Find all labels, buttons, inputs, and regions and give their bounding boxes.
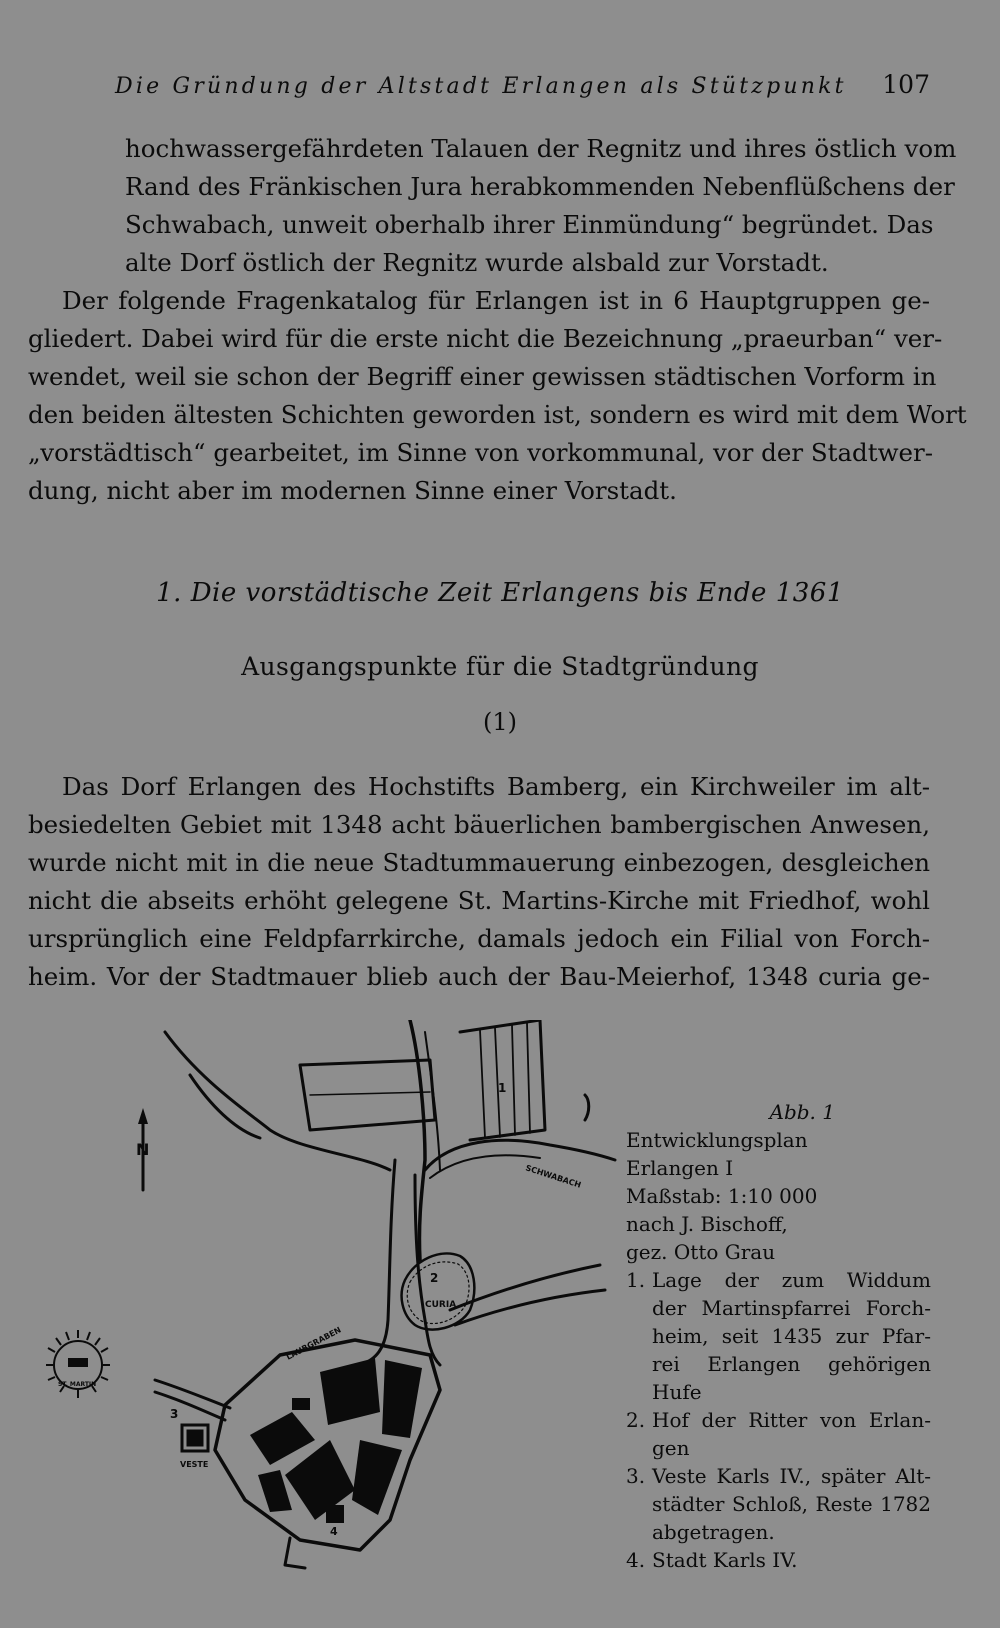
text-line: wurde nicht mit in die neue Stadtummauerung einbezogen, desgleichen [28,848,930,877]
section-number: (1) [483,708,517,736]
legend-item [626,1406,931,1462]
legend-text [652,1266,931,1406]
caption-line: Erlangen I [626,1156,734,1180]
road-south [360,1160,395,1365]
text-line: besiedelten Gebiet mit 1348 acht bäuerlichen bambergischen Anwesen, [28,810,930,839]
road-northwest [165,1032,390,1170]
label-curia: CURIA [425,1300,457,1310]
legend-line: der Martinspfarrei Forch- [652,1296,931,1320]
section-subheading: Ausgangspunkte für die Stadtgründung [241,652,759,681]
legend-item [626,1546,931,1574]
text-line: Rand des Fränkischen Jura herabkommenden Nebenflüßchens der [125,172,955,201]
label-veste: VESTE [180,1460,209,1469]
legend-text [652,1406,931,1462]
caption-title: Abb. 1 [769,1100,835,1124]
legend-line: rei Erlangen gehörigen [652,1352,931,1376]
text-line: hochwassergefährdeten Talauen der Regnitz und ihres östlich vom [125,134,957,163]
legend-item [626,1462,931,1546]
hufe-fields [460,1020,545,1140]
legend-line: Stadt Karls IV. [652,1548,798,1572]
label-3: 3 [170,1407,179,1421]
section-heading: 1. Die vorstädtische Zeit Erlangens bis Ende 1361 [156,578,844,608]
legend-line: Veste Karls IV., später Alt- [652,1464,931,1488]
text-line: den beiden ältesten Schichten geworden ist, sondern es wird mit dem Wort [28,400,967,429]
running-title: Die Gründung der Altstadt Erlangen als Stützpunkt [115,74,847,99]
text-line: Der folgende Fragenkatalog für Erlangen ist in 6 Hauptgruppen ge- [62,286,930,315]
veste-square [182,1425,208,1451]
legend-number: 2. [626,1408,646,1432]
figure-caption [626,1098,931,1574]
label-4: 4 [330,1525,338,1538]
text-line: gliedert. Dabei wird für die erste nicht die Bezeichnung „praeurban“ ver- [28,324,943,353]
caption-line: Maßstab: 1:10 000 [626,1184,818,1208]
north-arrow-head [138,1108,148,1124]
legend-line: heim, seit 1435 zur Pfar- [652,1324,931,1348]
paragraph-2 [28,282,967,510]
label-schwabach: SCHWABACH [524,1163,583,1190]
caption-line: gez. Otto Grau [626,1240,776,1264]
page-number: 107 [882,70,930,99]
label-laubgraben: LAUBGRABEN [284,1325,343,1362]
label-st-martin: ST. MARTIN [58,1381,97,1388]
text-line: Schwabach, unweit oberhalb ihrer Einmündung“ begründet. Das [125,210,934,239]
legend-line: abgetragen. [652,1520,775,1544]
text-line: „vorstädtisch“ gearbeitet, im Sinne von vorkommunal, vor der Stadtwer- [28,438,934,467]
caption-line: Entwicklungsplan [626,1128,808,1152]
text-line: heim. Vor der Stadtmauer blieb auch der Bau-Meierhof, 1348 curia ge- [28,962,930,991]
text-line: Das Dorf Erlangen des Hochstifts Bamberg, ein Kirchweiler im alt- [62,772,930,801]
text-line: alte Dorf östlich der Regnitz wurde alsbald zur Vorstadt. [125,248,829,277]
label-2: 2 [430,1271,439,1285]
text-line: ursprünglich eine Feldpfarrkirche, damals jedoch ein Filial von Forch- [28,924,930,953]
text-line: wendet, weil sie schon der Begriff einer gewissen städtischen Vorform in [28,362,937,391]
label-1: 1 [498,1081,507,1095]
paragraph-1 [125,130,957,282]
legend-item [626,1266,931,1406]
legend-line: Lage der zum Widdum [652,1268,931,1292]
paragraph-3 [28,768,930,996]
legend-number: 4. [626,1548,646,1572]
legend-text [652,1546,931,1574]
legend-number: 1. [626,1268,646,1292]
legend-text [652,1462,931,1546]
text-line: nicht die abseits erhöht gelegene St. Martins-Kirche mit Friedhof, wohl [28,886,930,915]
curia-enclosure [402,1253,475,1329]
north-label: N [136,1140,150,1159]
legend-line: Hof der Ritter von Erlan- [652,1408,931,1432]
river-regnitz [410,1020,425,1260]
legend-number: 3. [626,1464,646,1488]
legend-line: gen [652,1436,690,1460]
caption-line: nach J. Bischoff, [626,1212,788,1236]
running-header [115,70,930,106]
development-plan-map [30,1020,630,1590]
legend-line: Hufe [652,1380,702,1404]
text-line: dung, nicht aber im modernen Sinne einer Vorstadt. [28,476,677,505]
legend-line: städter Schloß, Reste 1782 [652,1492,931,1516]
